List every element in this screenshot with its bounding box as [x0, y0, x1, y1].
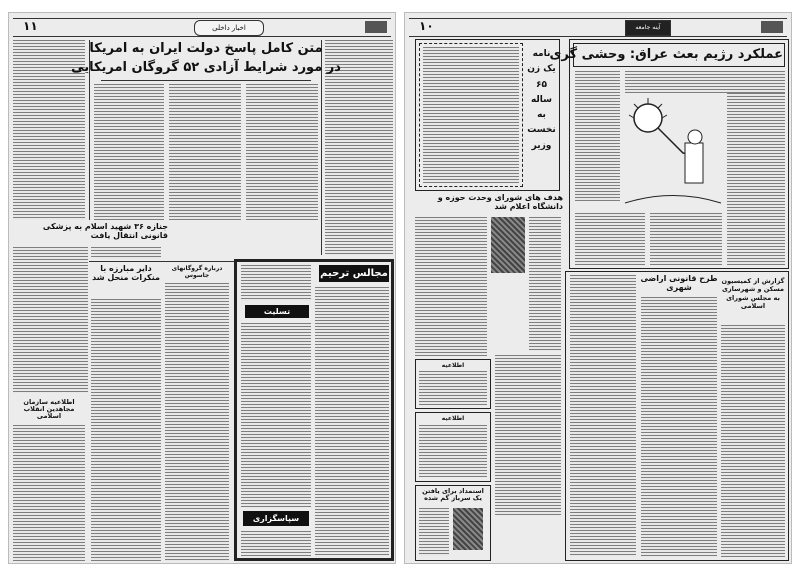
cleric-photo	[491, 217, 525, 273]
page-number: ۱۱	[23, 19, 38, 33]
letter-headline: نامه یک زن ۶۵ ساله به نخست وزیر	[527, 49, 556, 151]
newspaper-page-right	[404, 12, 792, 564]
notice-1-title: اطلاعیه	[441, 362, 465, 369]
masthead-logo	[761, 21, 783, 33]
missing-soldier-headline: استمداد برای یافتن یک سرباز گم شده	[422, 487, 484, 503]
memorial-title: مجالس ترحیم	[319, 265, 389, 282]
masthead-logo	[365, 21, 387, 33]
land-headline: طرح قانونی اراضی شهری	[640, 274, 718, 292]
housing-headline: گزارش از کمیسیون مسکن و شهرسازی به مجلس شورای اسلامی	[721, 277, 785, 311]
hostage-subheadline: درباره گروگانهای جاسوس	[165, 265, 229, 279]
section-label	[625, 20, 671, 36]
section-label-text: آینه جامعه	[635, 24, 661, 31]
council-headline: هدف های شورای وحدت حوزه و دانشگاه اعلام شد	[437, 193, 563, 211]
funeral-headline: جنازه ۳۶ شهید اسلام به پزشکی قانونی انتقال یافت	[42, 222, 168, 240]
main-headline-line1: متن کامل پاسخ دولت ایران به امریکا	[89, 41, 323, 56]
page-number: ۱۰	[419, 19, 434, 33]
main-headline-line2: در مورد شرایط آزادی ۵۲ گروگان امریکایی	[71, 60, 341, 75]
condolence-title: تسلیت	[245, 305, 309, 318]
section-label-text: اخبار داخلی	[212, 24, 246, 32]
newspaper-page-left	[8, 12, 396, 564]
notice-2-title: اطلاعیه	[441, 415, 465, 422]
soldier-photo	[453, 508, 483, 550]
mojahedin-headline: اطلاعیه سازمان مجاهدین انقلاب اسلامی	[23, 398, 75, 421]
section-label	[194, 20, 264, 36]
main-headline: عملکرد رژیم بعث عراق: وحشی گری	[549, 47, 783, 62]
cartoon-illustration	[623, 93, 723, 211]
main-headline	[71, 41, 341, 76]
vice-headline: دایر مبارزه با منکرات منحل شد	[92, 264, 160, 282]
thanks-title: سپاسگزاری	[243, 511, 309, 526]
